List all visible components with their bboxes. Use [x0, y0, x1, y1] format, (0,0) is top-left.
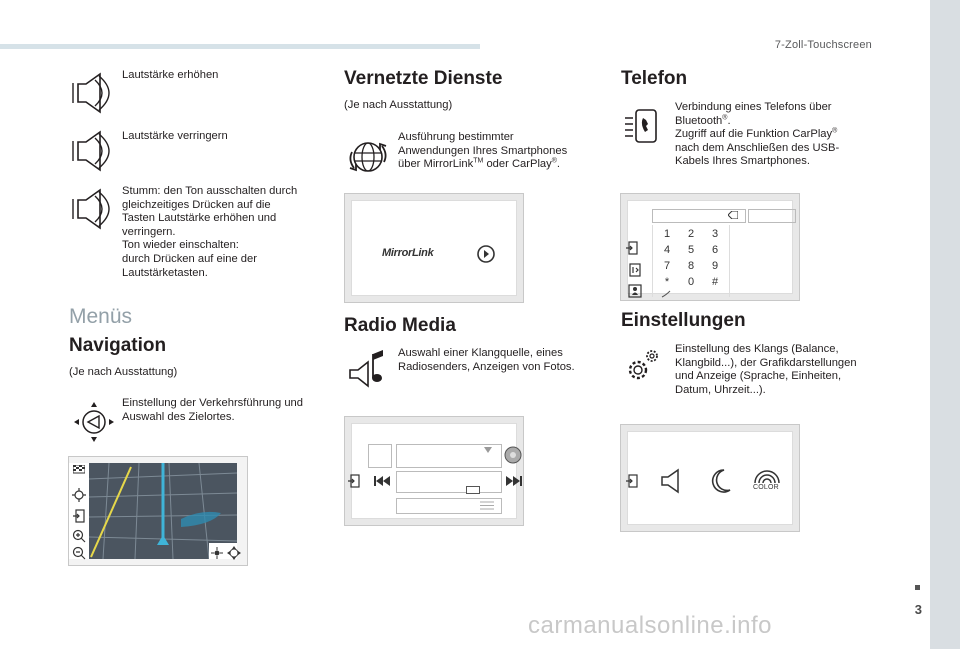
- mute-text: Stumm: den Ton ausschalten durch gleichzeitiges Drücken auf die Tasten Lautstärke erhöhen und verringern. Ton wieder einschalten: durch Drücken auf eine der Lautstärketasten.: [122, 185, 298, 279]
- volume-up-icon: [70, 70, 114, 116]
- list-icon[interactable]: [480, 501, 494, 510]
- connected-services-icon: [346, 134, 390, 178]
- color-settings-icon[interactable]: [752, 468, 782, 484]
- settings-desc: Einstellung des Klangs (Balance, Klangbild...), der Grafikdarstellungen und Anzeige (Sprache, Einheiten, Datum, Uhrzeit...).: [675, 343, 857, 396]
- radio-source-box[interactable]: [368, 444, 392, 468]
- settings-screen: [620, 424, 800, 532]
- dial-key[interactable]: *: [664, 276, 670, 288]
- telephone-screen-display: [627, 200, 793, 294]
- volume-down-text: Lautstärke verringern: [122, 130, 228, 142]
- contact-bar[interactable]: [748, 209, 796, 223]
- track-info-bar[interactable]: [396, 471, 502, 493]
- dial-pad: [652, 225, 730, 297]
- zoom-out-icon[interactable]: [72, 546, 86, 560]
- crosshair-icon[interactable]: [72, 488, 86, 502]
- dial-key[interactable]: #: [711, 276, 719, 288]
- chapter-header: 7-Zoll-Touchscreen: [774, 39, 872, 51]
- mirrorlink-logo[interactable]: MirrorLink: [382, 247, 434, 259]
- dial-key[interactable]: 6: [711, 244, 719, 256]
- dial-key[interactable]: 2: [687, 228, 695, 240]
- menus-title: Menüs: [69, 305, 133, 328]
- dial-key[interactable]: 1: [663, 228, 671, 240]
- menu-back-icon[interactable]: [626, 241, 638, 255]
- navigation-title: Navigation: [69, 335, 167, 356]
- radio-media-desc: Auswahl einer Klangquelle, eines Radiosenders, Anzeigen von Fotos.: [398, 347, 575, 373]
- dial-key[interactable]: 5: [687, 244, 695, 256]
- mute-icon: [70, 186, 114, 232]
- menu-back-icon[interactable]: [348, 474, 360, 488]
- contacts-icon[interactable]: [628, 284, 642, 298]
- audio-settings-icon[interactable]: [660, 468, 682, 494]
- next-track-icon[interactable]: [506, 476, 522, 486]
- connected-services-screen-display: [351, 200, 517, 296]
- radio-globe-icon[interactable]: [504, 446, 522, 464]
- compass-icon[interactable]: [227, 546, 241, 560]
- dial-key[interactable]: 3: [711, 228, 719, 240]
- menu-back-icon[interactable]: [73, 509, 85, 523]
- settings-screen-display: [627, 431, 793, 525]
- watermark: carmanualsonline.info: [528, 612, 772, 639]
- progress-box: [466, 486, 480, 494]
- dial-key[interactable]: 9: [711, 260, 719, 272]
- connected-services-title: Vernetzte Dienste: [344, 68, 503, 89]
- radio-media-screen-display: [351, 423, 517, 519]
- navigation-screen: [68, 456, 248, 566]
- navigation-note: (Je nach Ausstattung): [69, 366, 178, 378]
- navigation-icon: [72, 400, 116, 444]
- dial-key[interactable]: 0: [687, 276, 695, 288]
- dropdown-triangle-icon[interactable]: [484, 447, 492, 453]
- dial-key[interactable]: 8: [687, 260, 695, 272]
- telephone-icon: [622, 104, 662, 148]
- color-label: COLOR: [753, 484, 779, 491]
- call-link-icon[interactable]: [661, 290, 671, 298]
- navigation-desc: Einstellung der Verkehrsführung und Auswahl des Zielortes.: [122, 397, 303, 423]
- phone-settings-icon[interactable]: [628, 263, 642, 277]
- carplay-icon[interactable]: [476, 244, 496, 264]
- volume-up-text: Lautstärke erhöhen: [122, 69, 219, 81]
- connected-services-screen: [344, 193, 524, 303]
- previous-track-icon[interactable]: [374, 476, 390, 486]
- connected-services-note: (Je nach Ausstattung): [344, 99, 453, 111]
- page-marker: [915, 585, 920, 590]
- settings-title: Einstellungen: [621, 310, 746, 331]
- night-mode-icon[interactable]: [708, 468, 732, 494]
- telephone-desc: Verbindung eines Telefons über Bluetooth®. Zugriff auf die Funktion CarPlay® nach dem Anschließen des USB- Kabels Ihres Smartphones.: [675, 101, 840, 168]
- top-accent-bar: [0, 44, 480, 49]
- volume-down-icon: [70, 128, 114, 174]
- menu-back-icon[interactable]: [626, 474, 638, 488]
- radio-media-icon: [346, 348, 390, 388]
- radio-media-screen: [344, 416, 524, 526]
- side-strip: [930, 0, 960, 649]
- telephone-screen: [620, 193, 800, 301]
- dial-key[interactable]: 7: [663, 260, 671, 272]
- backspace-icon[interactable]: [728, 211, 738, 219]
- location-icon[interactable]: [211, 547, 223, 559]
- flag-icon[interactable]: [73, 465, 85, 475]
- dial-key[interactable]: 4: [663, 244, 671, 256]
- settings-icon: [622, 346, 662, 386]
- page-number: 3: [914, 602, 922, 617]
- connected-services-desc: Ausführung bestimmter Anwendungen Ihres Smartphones über MirrorLink™ oder CarPlay®.: [398, 131, 568, 171]
- radio-media-title: Radio Media: [344, 315, 456, 336]
- zoom-in-icon[interactable]: [72, 529, 86, 543]
- telephone-title: Telefon: [621, 68, 688, 89]
